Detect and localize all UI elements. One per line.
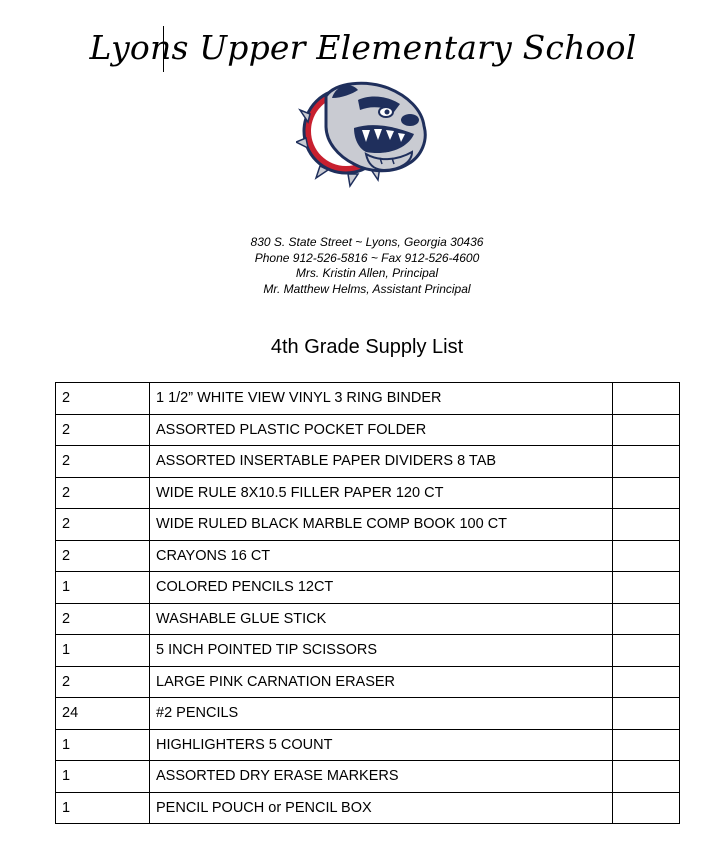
- check-cell: [613, 698, 680, 730]
- table-row: [56, 792, 680, 824]
- assistant-principal-line: Mr. Matthew Helms, Assistant Principal: [263, 281, 471, 296]
- address-line: 830 S. State Street ~ Lyons, Georgia 30436: [250, 235, 484, 249]
- qty-cell: 2: [56, 666, 150, 698]
- qty-cell: 1: [56, 729, 150, 761]
- check-cell: [613, 446, 680, 478]
- table-row: [56, 698, 680, 730]
- item-cell: PENCIL POUCH or PENCIL BOX: [150, 792, 613, 824]
- table-row: [56, 729, 680, 761]
- check-cell: [613, 729, 680, 761]
- check-cell: [613, 761, 680, 793]
- item-cell: CRAYONS 16 CT: [150, 540, 613, 572]
- principal-line: Mrs. Kristin Allen, Principal: [295, 266, 439, 281]
- table-row: [56, 635, 680, 667]
- item-cell: 1 1/2” WHITE VIEW VINYL 3 RING BINDER: [150, 383, 613, 415]
- qty-cell: 2: [56, 509, 150, 541]
- item-cell: ASSORTED PLASTIC POCKET FOLDER: [150, 414, 613, 446]
- contact-block: [0, 235, 726, 297]
- check-cell: [613, 792, 680, 824]
- item-cell: #2 PENCILS: [150, 698, 613, 730]
- table-row: [56, 603, 680, 635]
- qty-cell: 2: [56, 446, 150, 478]
- table-row: [56, 446, 680, 478]
- item-cell: WIDE RULE 8X10.5 FILLER PAPER 120 CT: [150, 477, 613, 509]
- check-cell: [613, 477, 680, 509]
- table-row: [56, 666, 680, 698]
- phone-fax-line: Phone 912-526-5816 ~ Fax 912-526-4600: [254, 250, 480, 265]
- table-row: [56, 540, 680, 572]
- qty-cell: 1: [56, 761, 150, 793]
- table-row: [56, 572, 680, 604]
- item-cell: WASHABLE GLUE STICK: [150, 603, 613, 635]
- qty-cell: 2: [56, 383, 150, 415]
- school-name: Lyons Upper Elementary School: [89, 28, 637, 67]
- qty-cell: 1: [56, 572, 150, 604]
- qty-cell: 1: [56, 792, 150, 824]
- item-cell: ASSORTED DRY ERASE MARKERS: [150, 761, 613, 793]
- check-cell: [613, 540, 680, 572]
- item-cell: LARGE PINK CARNATION ERASER: [150, 666, 613, 698]
- check-cell: [613, 414, 680, 446]
- table-row: [56, 477, 680, 509]
- check-cell: [613, 603, 680, 635]
- check-cell: [613, 572, 680, 604]
- item-cell: HIGHLIGHTERS 5 COUNT: [150, 729, 613, 761]
- check-cell: [613, 635, 680, 667]
- qty-cell: 2: [56, 540, 150, 572]
- table-row: [56, 509, 680, 541]
- check-cell: [613, 383, 680, 415]
- table-row: [56, 414, 680, 446]
- qty-cell: 1: [56, 635, 150, 667]
- bulldog-mascot-icon: [296, 76, 436, 188]
- item-cell: 5 INCH POINTED TIP SCISSORS: [150, 635, 613, 667]
- check-cell: [613, 666, 680, 698]
- item-cell: ASSORTED INSERTABLE PAPER DIVIDERS 8 TAB: [150, 446, 613, 478]
- table-row: [56, 383, 680, 415]
- item-cell: WIDE RULED BLACK MARBLE COMP BOOK 100 CT: [150, 509, 613, 541]
- qty-cell: 24: [56, 698, 150, 730]
- table-row: [56, 761, 680, 793]
- qty-cell: 2: [56, 477, 150, 509]
- qty-cell: 2: [56, 603, 150, 635]
- supply-table: [55, 382, 680, 824]
- item-cell: COLORED PENCILS 12CT: [150, 572, 613, 604]
- check-cell: [613, 509, 680, 541]
- qty-cell: 2: [56, 414, 150, 446]
- page-title: 4th Grade Supply List: [270, 336, 464, 358]
